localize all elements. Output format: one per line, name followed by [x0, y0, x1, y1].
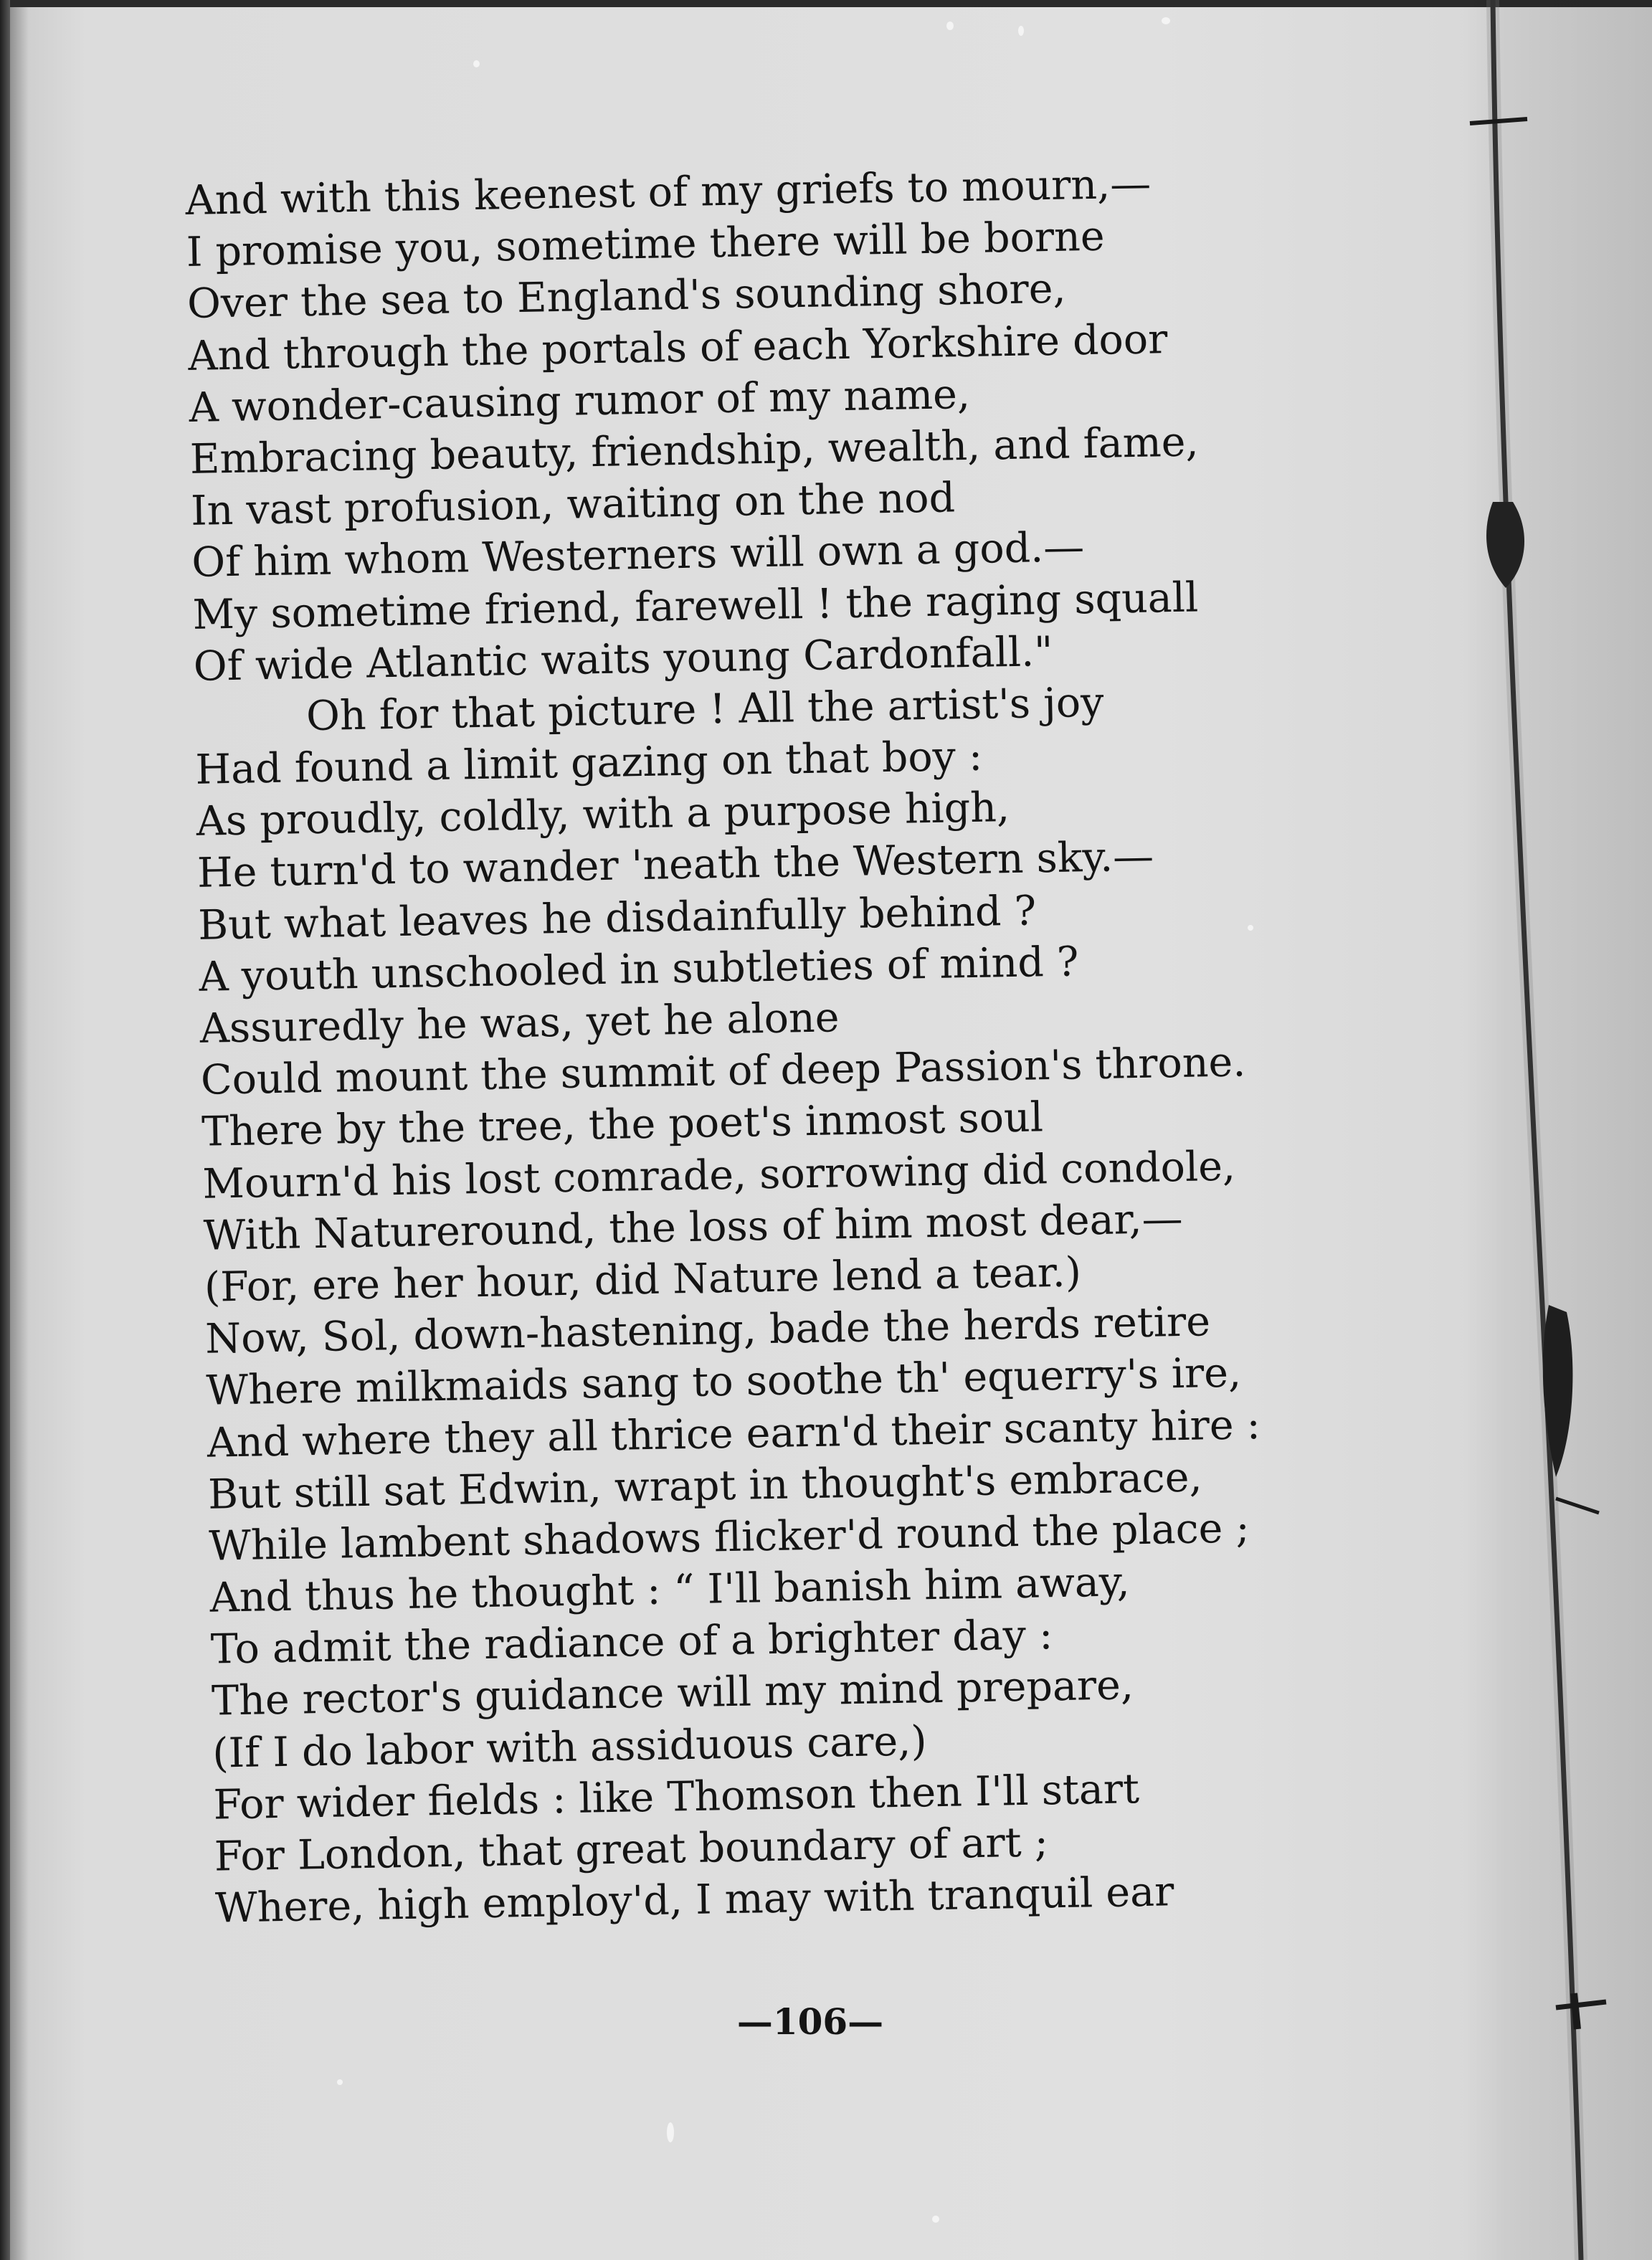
poem-line: For wider fields : like Thomson then I'll start	[213, 1765, 1140, 1829]
paper-speck	[473, 60, 480, 67]
poem-line: There by the tree, the poet's inmost soul	[201, 1093, 1044, 1157]
poem-line: He turn'd to wander 'neath the Western sky.—	[196, 833, 1154, 898]
poem-line: Had found a limit gazing on that boy :	[194, 732, 983, 794]
poem-line: For London, that great boundary of art ;	[214, 1818, 1049, 1881]
poem-line: My sometime friend, farewell ! the raging squall	[192, 573, 1199, 639]
poem-line: To admit the radiance of a brighter day :	[210, 1611, 1053, 1673]
poem-line: I promise you, sometime there will be borne	[186, 212, 1106, 277]
poem-line: Mourn'd his lost comrade, sorrowing did condole,	[201, 1142, 1236, 1208]
poem-line: Of him whom Westerners will own a god.—	[191, 523, 1085, 587]
left-border	[0, 0, 10, 2260]
paper-speck	[337, 2079, 343, 2085]
poem-line: And through the portals of each Yorkshire door	[187, 315, 1168, 380]
poem-line: The rector's guidance will my mind prepare,	[211, 1661, 1134, 1726]
poem-line: A youth unschooled in subtleties of mind ?	[198, 938, 1079, 1001]
poem-line: With Natureround, the loss of him most dear,—	[203, 1195, 1184, 1260]
paper-speck	[1162, 17, 1170, 24]
poem-line: And with this keenest of my griefs to mourn,—	[185, 160, 1152, 224]
page-number: —106—	[736, 2000, 884, 2043]
poem-line: Where, high employ'd, I may with tranquil ear	[214, 1868, 1174, 1932]
paper-speck	[932, 2216, 939, 2223]
paper-speck	[667, 2122, 674, 2142]
poem-line: In vast profusion, waiting on the nod	[190, 474, 956, 536]
poem-line: But what leaves he disdainfully behind ?	[197, 887, 1037, 949]
poem-text	[185, 153, 1478, 1934]
poem-line: (For, ere her hour, did Nature lend a tear.)	[204, 1248, 1082, 1311]
poem-line: Oh for that picture ! All the artist's joy	[305, 678, 1104, 741]
paper-speck	[1018, 26, 1024, 36]
gutter-shadow	[1463, 0, 1652, 2260]
poem-line: (If I do labor with assiduous care,)	[212, 1717, 928, 1777]
poem-line: Could mount the summit of deep Passion's throne.	[200, 1038, 1246, 1104]
top-border	[0, 0, 1652, 7]
poem-line: As proudly, coldly, with a purpose high,	[196, 784, 1010, 846]
poem-line: Now, Sol, down-hastening, bade the herds retire	[204, 1298, 1211, 1363]
poem-line: Over the sea to England's sounding shore,	[186, 265, 1067, 328]
poem-line: But still sat Edwin, wrapt in thought's embrace,	[207, 1453, 1203, 1519]
poem-line: Of wide Atlantic waits young Cardonfall."	[193, 627, 1053, 690]
poem-line: Embracing beauty, friendship, wealth, and fame,	[189, 418, 1200, 483]
poem-line: A wonder-causing rumor of my name,	[189, 370, 971, 432]
poem-line: Assuredly he was, yet he alone	[199, 994, 840, 1053]
paper-speck	[946, 22, 954, 30]
poem-line: And thus he thought : “ I'll banish him away,	[209, 1558, 1131, 1622]
poem-line: Where milkmaids sang to soothe th' equerry's ire,	[206, 1349, 1242, 1415]
poem-line: While lambent shadows flicker'd round the place ;	[208, 1504, 1250, 1570]
poem-line: And where they all thrice earn'd their scanty hire :	[206, 1400, 1261, 1467]
